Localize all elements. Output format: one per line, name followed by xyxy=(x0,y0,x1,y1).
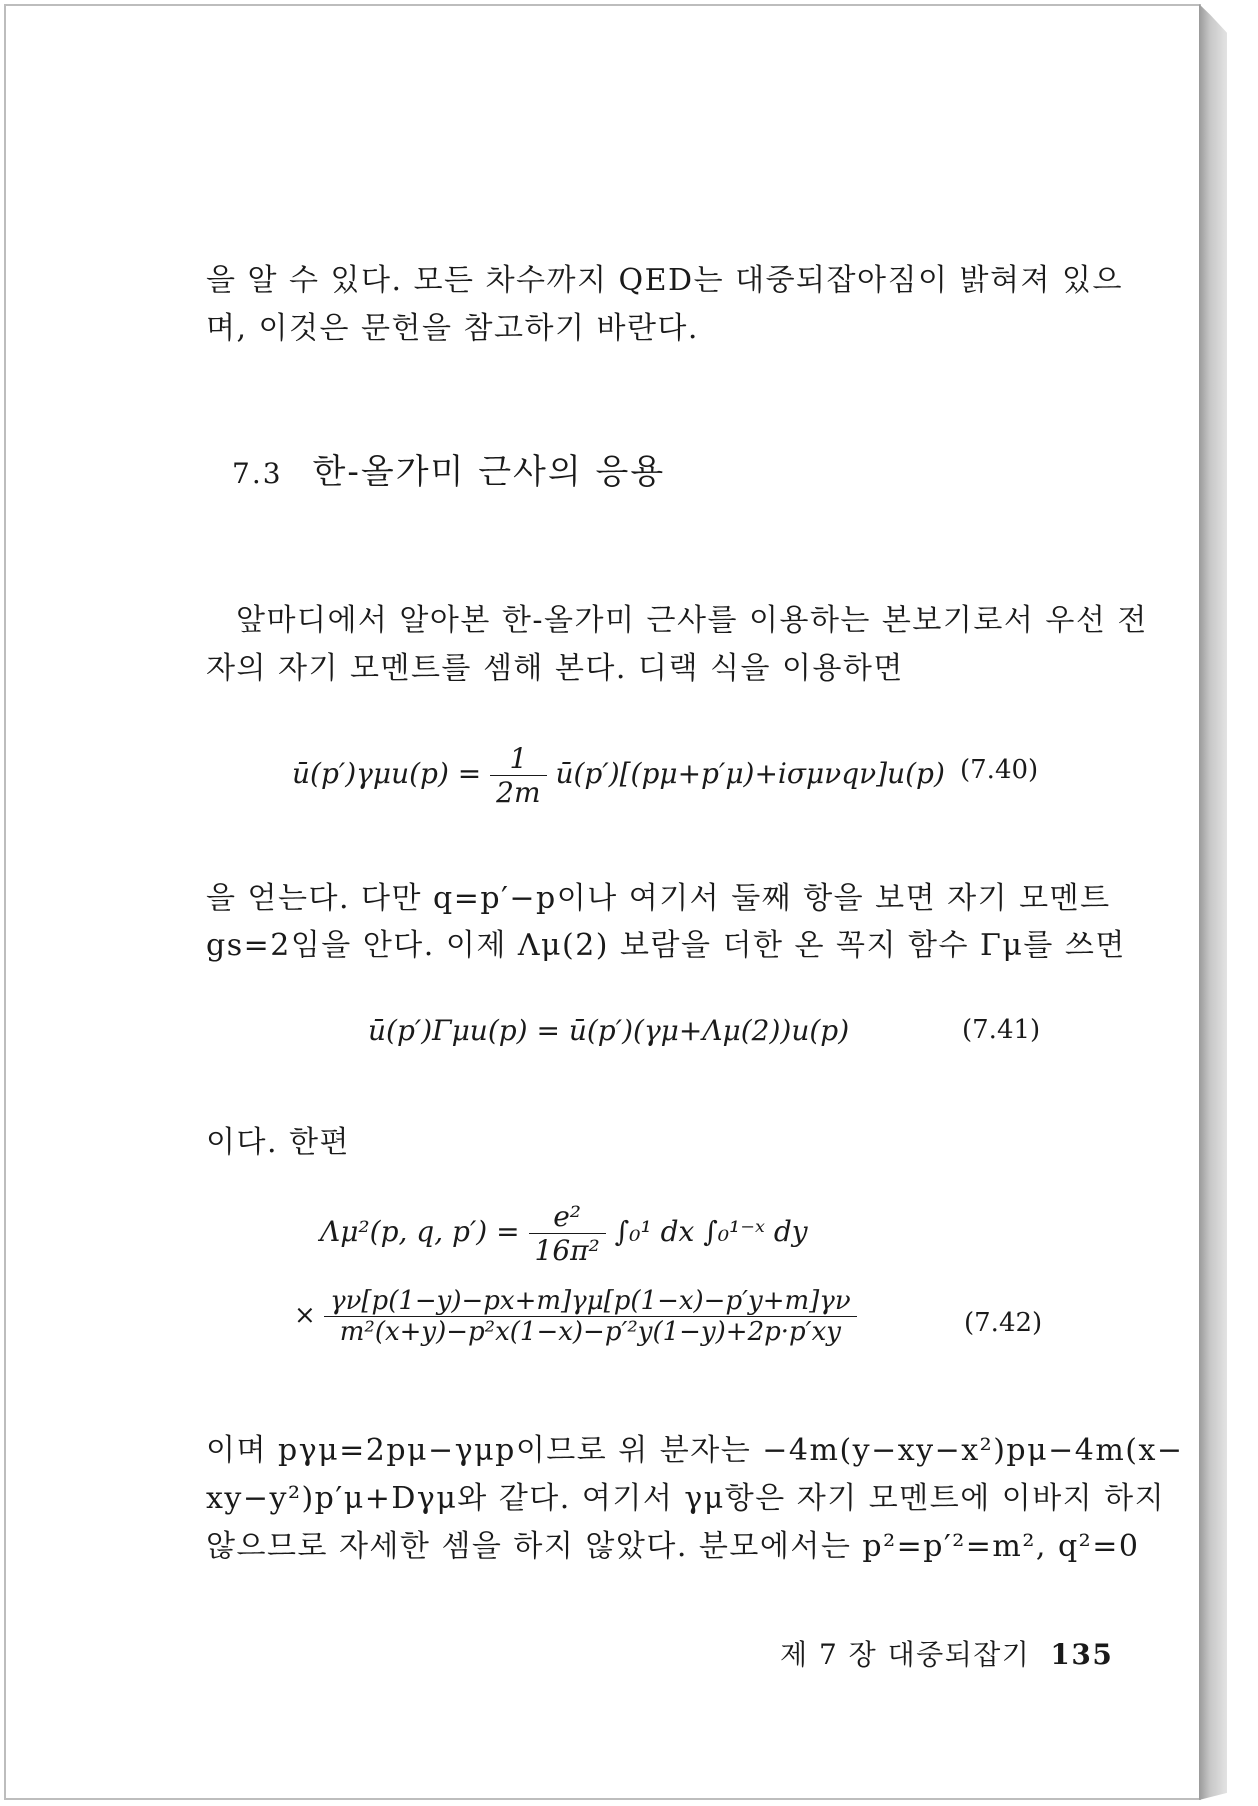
equation-number: (7.40) xyxy=(960,755,1039,785)
section-number: 7.3 xyxy=(232,457,283,490)
page-footer xyxy=(780,1633,1113,1673)
paragraph-line: 며, 이것은 문헌을 참고하기 바란다. xyxy=(206,311,699,346)
paragraph-line: 을 알 수 있다. 모든 차수까지 QED는 대중되잡아짐이 밝혀져 있으 xyxy=(206,263,1123,298)
equation-number: (7.41) xyxy=(962,1015,1041,1045)
eq-lhs: ū(p′)γμu(p) = xyxy=(292,757,482,790)
equation-7-42-line1: Λμ²(p, q, p′) = $\frac{\text{e²}}{\text{16π²}}$ ∫₀¹ dx ∫₀¹⁻ˣ dy xyxy=(320,1200,808,1267)
paragraph-line: 않으므로 자세한 셈을 하지 않았다. 분모에서는 p²=p′²=m², q²=0 xyxy=(206,1529,1140,1564)
eq-integrals: ∫₀¹ dx ∫₀¹⁻ˣ dy xyxy=(614,1215,808,1248)
paragraph-line: gs=2임을 안다. 이제 Λμ(2) 보람을 더한 온 꼭지 함수 Γμ를 쓰면 xyxy=(206,928,1126,963)
eq-fraction: $\frac{\text{e²}}{\text{16π²}}$ xyxy=(529,1200,606,1267)
equation-7-40 xyxy=(292,742,945,809)
chapter-title: 제 7 장 대중되잡기 xyxy=(780,1638,1031,1671)
section-heading xyxy=(232,444,665,493)
paragraph-line: xy−y²)p′μ+Dγμ와 같다. 여기서 γμ항은 자기 모멘트에 이바지 하지 xyxy=(206,1481,1166,1516)
equation-7-41: ū(p′)Γμu(p) = ū(p′)(γμ+Λμ(2))u(p) xyxy=(368,1014,850,1047)
paragraph-line: 이며 pγμ=2pμ−γμp이므로 위 분자는 −4m(y−xy−x²)pμ−4m(x− xyxy=(206,1433,1184,1468)
page-edge xyxy=(1199,4,1227,1800)
section-title: 한-올가미 근사의 응용 xyxy=(312,452,666,492)
eq-fraction: $\frac{\gamma\nu[p(1-y)-px+m]\gamma\mu[p(1-x)-p'y+m]\gamma\nu}{\text{m²(x+y)−p²x(1−x)−p′²y(1−y)+2p·p′xy}}$ xyxy=(324,1286,857,1347)
eq-fraction: $\frac{1}{2m}$ xyxy=(490,742,546,809)
equation-number: (7.42) xyxy=(964,1308,1043,1338)
eq-rhs: ū(p′)[(pμ+p′μ)+iσμνqν]u(p) xyxy=(555,757,945,790)
paragraph-line: 을 얻는다. 다만 q=p′−p이나 여기서 둘째 항을 보면 자기 모멘트 xyxy=(206,881,1111,916)
paragraph-line: 앞마디에서 알아본 한-올가미 근사를 이용하는 본보기로서 우선 전 xyxy=(236,603,1148,638)
equation-7-42-line2: × $\frac{\gamma\nu[p(1-y)-px+m]\gamma\mu[p(1-x)-p'y+m]\gamma\nu}{\text{m²(x+y)−p²x(1−x)−p′²y(1−y)+2p·p′xy}}$ xyxy=(294,1286,857,1347)
paragraph-line: 이다. 한편 xyxy=(206,1125,350,1160)
paragraph-line: 자의 자기 모멘트를 셈해 본다. 디랙 식을 이용하면 xyxy=(206,651,904,686)
page-number: 135 xyxy=(1050,1638,1114,1671)
